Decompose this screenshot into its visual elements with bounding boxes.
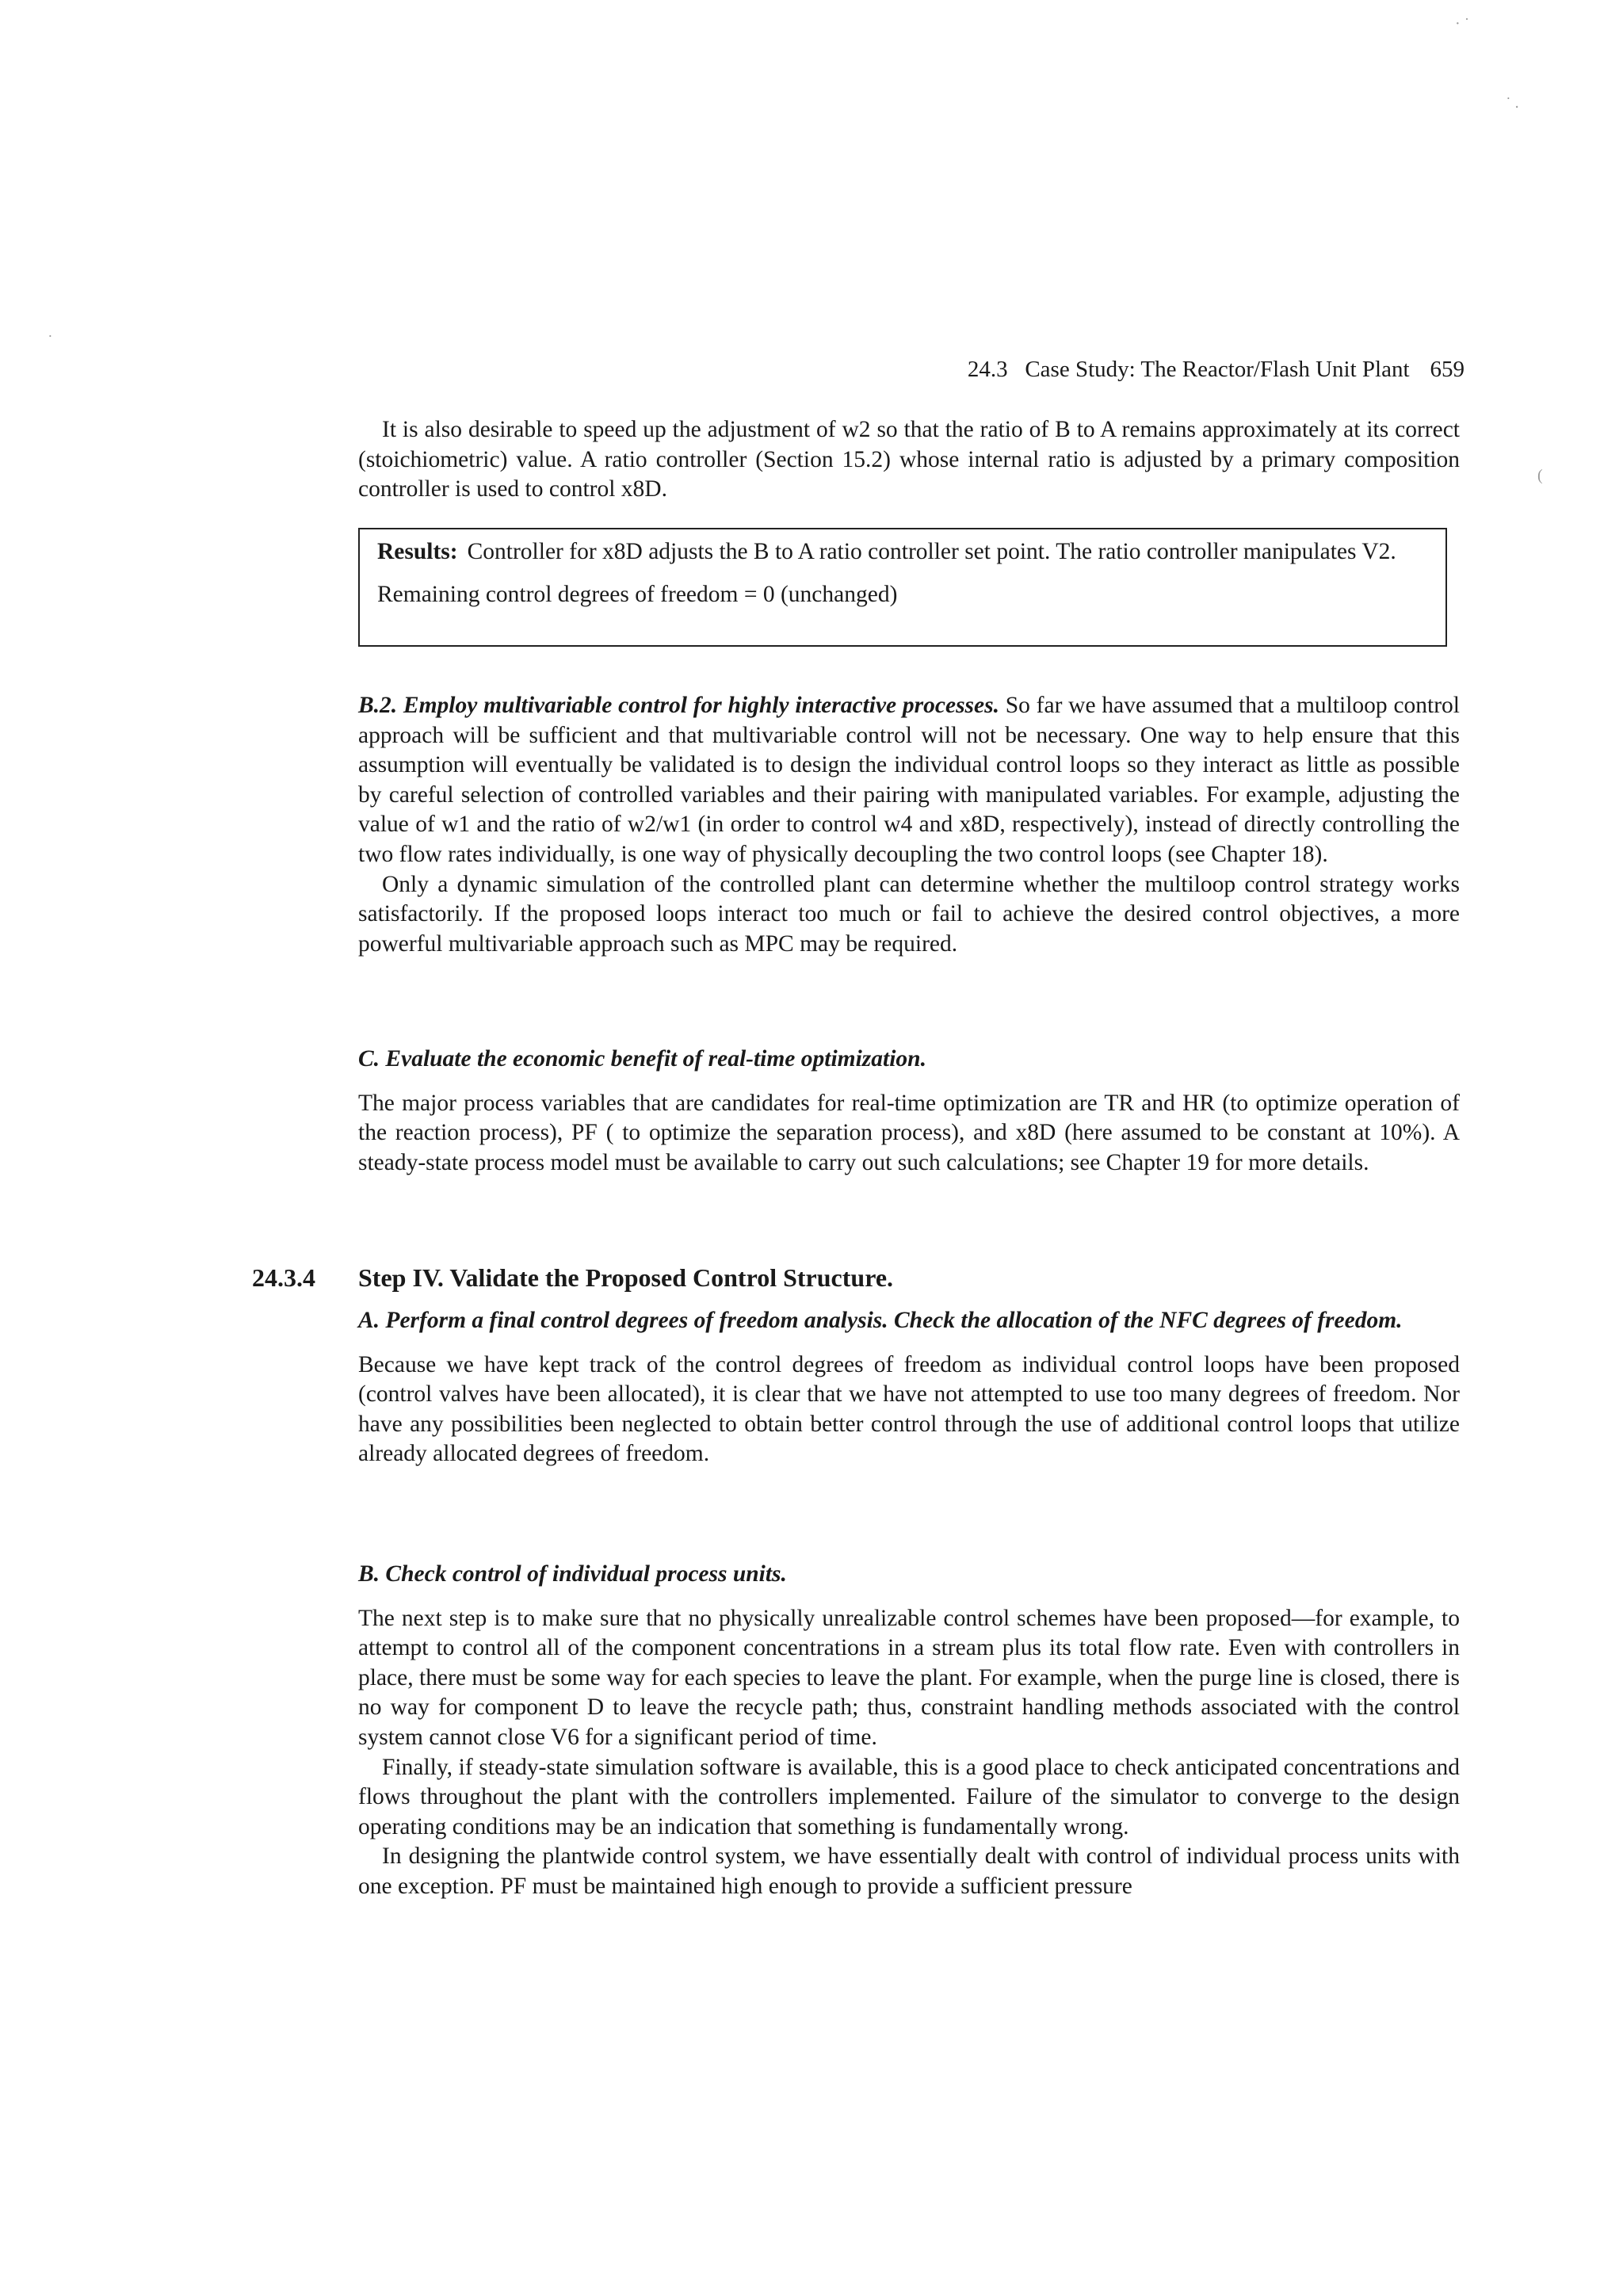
intro-paragraph [358, 415, 1460, 505]
b2-para-1-text: So far we have assumed that a multiloop control approach will be sufficient and that multivariable control will not be necessary. One way to help ensure that this assumption will eventually be validated is to design the individual control loops so they interact as little as possible by careful selection of controlled variables and their pairing with manipulated variables. For example, adjusting the value of w1 and the ratio of w2/w1 (in order to control w4 and x8D, respectively), instead of directly controlling the two flow rates individually, is one way of physically decoupling the two control loops (see Chapter 18). [358, 693, 1460, 867]
b2-heading: B.2. Employ multivariable control for highly interactive processes. [358, 693, 999, 718]
section-b2 [358, 691, 1460, 959]
b-heading: B. Check control of individual process units. [358, 1561, 787, 1587]
section-b [358, 1560, 1460, 1902]
running-head-section: 24.3 [967, 357, 1008, 382]
b-paragraph-2: Finally, if steady-state simulation software is available, this is a good place to check anticipated concentrations and flows throughout the plant with the controllers implemented. Failure of the simulator to converge to the design operating conditions may be an indication that something is fundamentally wrong. [358, 1754, 1460, 1839]
results-line-1: Controller for x8D adjusts the B to A ratio controller set point. The ratio controller manipulates V2. [467, 539, 1396, 564]
scan-speck: ˙ . [1506, 94, 1519, 112]
a-heading: A. Perform a final control degrees of freedom analysis. Check the allocation of the NFC degrees of freedom. [358, 1308, 1403, 1333]
scan-speck: · ˙ [1455, 15, 1470, 32]
running-head-title: Case Study: The Reactor/Flash Unit Plant [1025, 357, 1410, 382]
b2-paragraph-2: Only a dynamic simulation of the controlled plant can determine whether the multiloop control strategy works satisfactorily. If the proposed loops interact too much or fail to achieve the desired control objectives, a more powerful multivariable approach such as MPC may be required. [358, 871, 1460, 957]
results-box [358, 528, 1447, 647]
section-heading-2434 [252, 1262, 893, 1293]
b-paragraph-3: In designing the plantwide control system, we have essentially dealt with control of individual process units with one exception. PF must be maintained high enough to provide a sufficient pressure [358, 1843, 1460, 1899]
scan-speck: ( [1537, 467, 1543, 484]
scan-speck: ˙ [48, 332, 53, 350]
c-heading: C. Evaluate the economic benefit of real-time optimization. [358, 1046, 926, 1072]
section-number: 24.3.4 [252, 1263, 315, 1292]
c-paragraph: The major process variables that are candidates for real-time optimization are TR and HR (to optimize operation of the reaction process), PF ( to optimize the separation process), and x8D (here assumed to be constant at 10%). A steady-state process model must be available to carry out such calculations; see Chapter 19 for more details. [358, 1090, 1460, 1175]
results-line-2: Remaining control degrees of freedom = 0 (unchanged) [377, 581, 898, 607]
page-number: 659 [1430, 357, 1465, 382]
running-head [618, 355, 1465, 384]
b2-paragraph-1 [358, 691, 1460, 870]
section-a [358, 1306, 1460, 1469]
section-c [358, 1045, 1460, 1178]
a-paragraph: Because we have kept track of the control degrees of freedom as individual control loops have been proposed (control valves have been allocated), it is clear that we have not attempted to use too many degrees of freedom. Nor have any possibilities been neglected to obtain better control through the use of additional control loops that utilize already allocated degrees of freedom. [358, 1351, 1460, 1467]
section-title: Step IV. Validate the Proposed Control Structure. [358, 1263, 894, 1292]
b-paragraph-1: The next step is to make sure that no physically unrealizable control schemes have been proposed—for example, to attempt to control all of the component concentrations in a stream plus its total flow rate. Even with controllers in place, there must be some way for each species to leave the plant. For example, when the purge line is closed, there is no way for component D to leave the recycle path; thus, constraint handling methods associated with the control system cannot close V6 for a significant period of time. [358, 1605, 1460, 1750]
intro-text: It is also desirable to speed up the adjustment of w2 so that the ratio of B to A remains approximately at its correct (stoichiometric) value. A ratio controller (Section 15.2) whose internal ratio is adjusted by a primary composition controller is used to control x8D. [358, 417, 1460, 502]
results-label: Results: [377, 539, 458, 564]
